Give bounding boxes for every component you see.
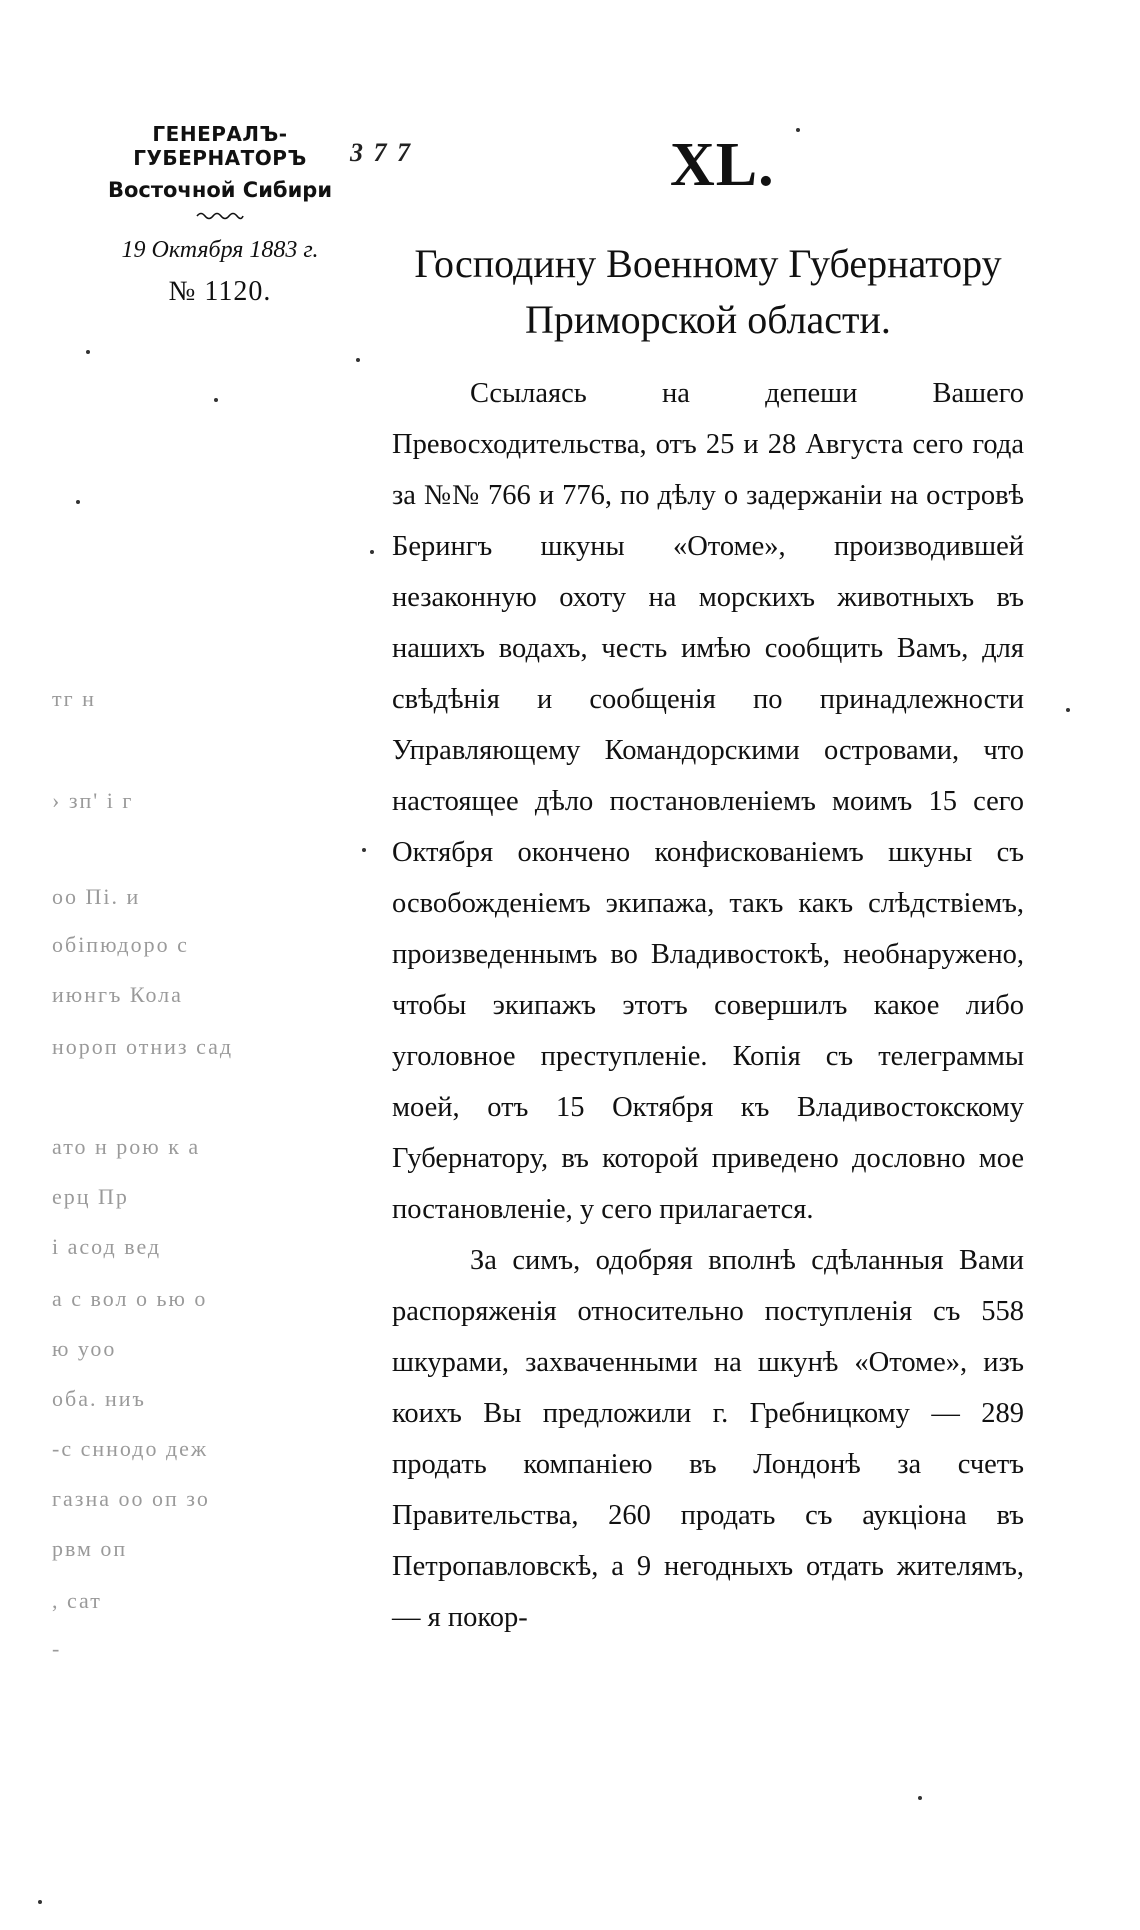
ink-speck [918,1796,922,1800]
margin-ghost-line: обіпюдоро с [52,932,189,957]
issuer-title: ГЕНЕРАЛЪ-ГУБЕРНАТОРЪ [133,122,307,170]
margin-ghost-line: газна оо оп зо [52,1486,210,1511]
margin-ghost-line: ерц Пр [52,1184,129,1209]
flourish-divider [196,210,244,220]
letter-body [392,368,1024,1643]
ink-speck [76,500,80,504]
addressee-line-1: Господину Военному Губернатору [414,241,1002,286]
ink-speck [356,358,360,362]
margin-ghost-line: а с вол о ью о [52,1286,208,1311]
margin-ghost-line: нороп отниз сад [52,1034,234,1059]
issuer-region: Восточной Сибири [107,178,333,202]
ink-speck [1066,708,1070,712]
letter-number: № 1120. [168,276,272,307]
ink-speck [796,128,800,132]
margin-ghost-line: › зп' і г [52,788,134,813]
margin-ghost-line: оо Пі. и [52,884,141,909]
addressee [388,236,1028,348]
issuer-header [70,122,370,308]
paragraph-1: Ссылаясь на депеши Вашего Превосходительства, отъ 25 и 28 Августа сего года за №№ 766 и 776, по дѣлу о задержаніи на островѣ Берингъ шкуны «Отоме», производившей незаконную охоту на морскихъ животныхъ въ нашихъ водахъ, честь имѣю сообщить Вамъ, для свѣдѣнія и сообщенія по принадлежности Управляющему Командорскими островами, что настоящее дѣло постановленіемъ моимъ 15 сего Октября окончено конфискованіемъ шкуны съ освобожденіемъ экипажа, такъ какъ слѣдствіемъ, произведеннымъ во Владивостокѣ, необнаружено, чтобы экипажъ этотъ совершилъ какое либо уголовное преступленіе. Копія съ телеграммы моей, отъ 15 Октября къ Владивостокскому Губернатору, въ которой приведено дословно мое постановленіе, у сего прилагается. [392,378,1024,1225]
ink-speck [86,350,90,354]
addressee-line-2: Приморской области. [525,297,891,342]
chapter-number: XL. [670,131,775,199]
margin-ghost-line: ато н рою к а [52,1134,201,1159]
stamp-marks: 3 7 7 [350,138,412,167]
margin-ghost-line: -с сннодо деж [52,1436,209,1461]
margin-ghost-line: тг н [52,686,96,711]
ink-speck [370,550,374,554]
ink-speck [38,1900,42,1904]
margin-ghost-line: июнгъ Кола [52,982,183,1007]
paragraph-2: За симъ, одобряя вполнѣ сдѣланныя Вами распоряженія относительно поступленія съ 558 шкурами, захваченными на шкунѣ «Отоме», изъ коихъ Вы предложили г. Гребницкому — 289 продать компаніею въ Лондонѣ за счетъ Правительства, 260 продать съ аукціона въ Петропавловскѣ, а 9 негодныхъ отдать жителямъ, — я покор- [392,1245,1024,1633]
margin-ghost-line: оба. ниъ [52,1386,146,1411]
margin-ghost-line: і асод вед [52,1234,162,1259]
margin-ghost-line: ю уоо [52,1336,117,1361]
margin-ghost-line: - [52,1636,62,1661]
margin-ghost-line: , сат [52,1588,102,1613]
letter-date: 19 Октября 1883 г. [121,237,319,263]
ink-speck [362,848,366,852]
margin-ghost-line: рвм оп [52,1536,128,1561]
ink-speck [214,398,218,402]
